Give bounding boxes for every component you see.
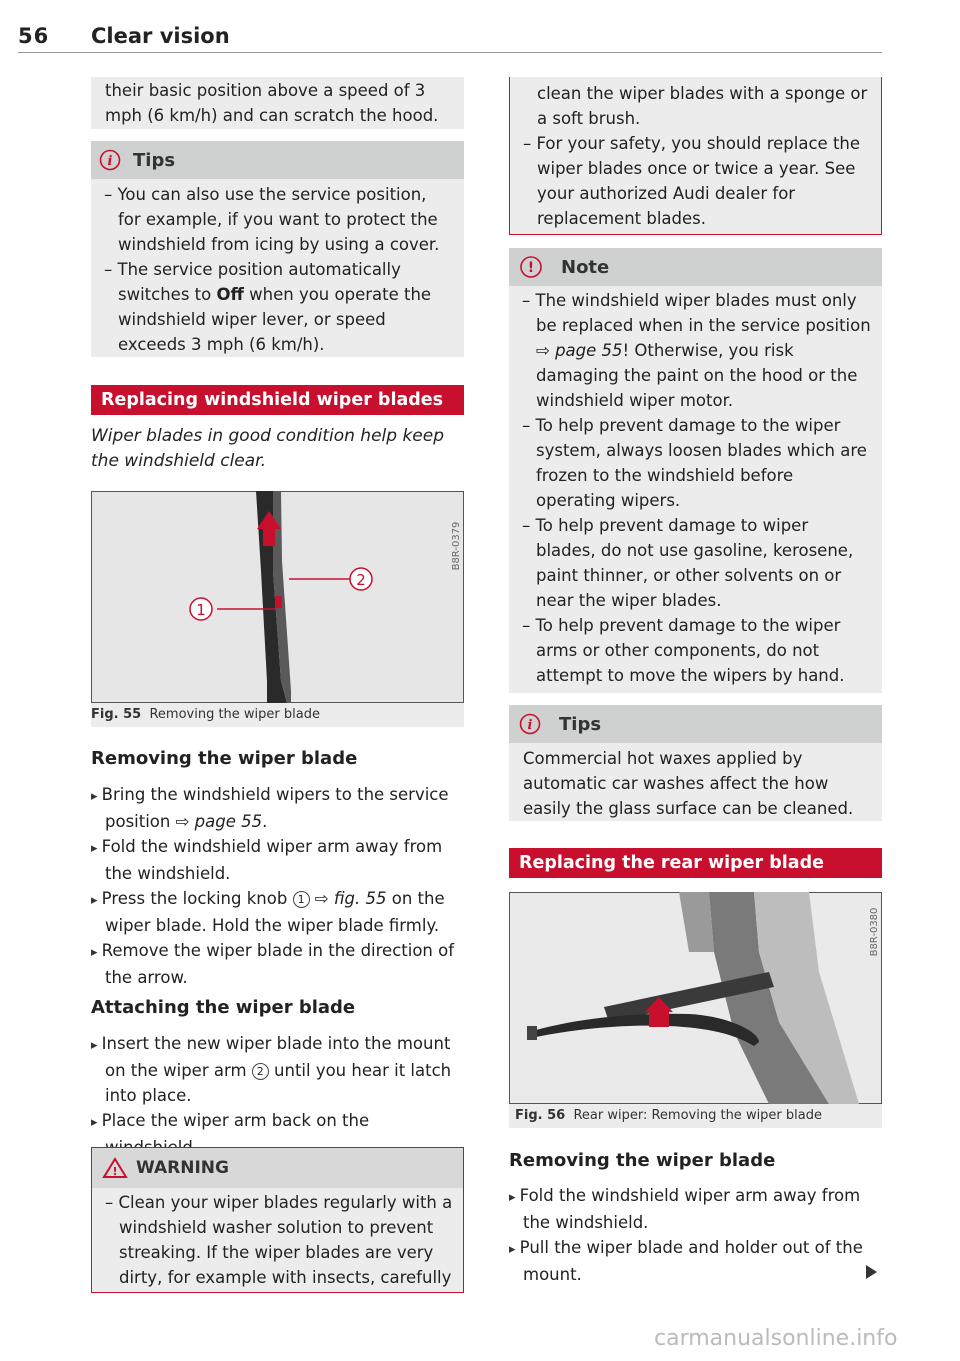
svg-text:i: i — [527, 718, 533, 733]
step: ▸ Pull the wiper blade and holder out of the mount. — [509, 1235, 882, 1287]
tips-title: Tips — [559, 713, 602, 735]
continue-arrow-icon — [866, 1265, 877, 1279]
warning-header — [92, 1148, 463, 1188]
wiper-blade-illustration — [91, 491, 464, 703]
step: ▸ Press the locking knob 1 ⇨ fig. 55 on the wiper blade. Hold the wiper blade firmly. — [91, 886, 464, 938]
intro-block — [91, 77, 464, 129]
figure-code: B8R-0379 — [451, 521, 462, 571]
tips-header — [509, 705, 882, 743]
tips-item: – The service position automatically switches to Off when you operate the windshield wiper lever, or speed exceeds 3 mph (6 km/h). — [91, 257, 452, 357]
section-title-rear-wiper: Replacing the rear wiper blade — [509, 848, 882, 878]
watermark: carmanualsonline.info — [654, 1326, 898, 1351]
warning-continued-box — [509, 77, 882, 235]
note-item: – The windshield wiper blades must only be replaced when in the service position ⇨ page 55! Otherwise, you risk damaging the paint on the hood or the windshield wiper motor. — [509, 288, 872, 413]
note-item: – To help prevent damage to the wiper system, always loosen blades which are frozen to the windshield before operating wipers. — [509, 413, 872, 513]
step: ▸ Fold the windshield wiper arm away from the windshield. — [509, 1183, 882, 1235]
removing-title-rear: Removing the wiper blade — [509, 1150, 776, 1171]
svg-text:!: ! — [112, 1165, 118, 1178]
note-title: Note — [561, 256, 610, 278]
tips-box — [91, 141, 464, 357]
step: ▸ Remove the wiper blade in the direction of the arrow. — [91, 938, 464, 990]
section-title-replacing-windshield: Replacing windshield wiper blades — [91, 385, 464, 415]
note-header — [509, 248, 882, 286]
intro-text: their basic position above a speed of 3 mph (6 km/h) and can scratch the hood. — [105, 81, 439, 125]
svg-text:i: i — [107, 154, 113, 169]
warning-cont-text: clean the wiper blades with a sponge or a soft brush. — [537, 84, 868, 128]
attaching-title: Attaching the wiper blade — [91, 997, 356, 1018]
step: ▸ Fold the windshield wiper arm away from the windshield. — [91, 834, 464, 886]
tips-box-2 — [509, 705, 882, 821]
step: ▸ Insert the new wiper blade into the mount on the wiper arm 2 until you hear it latch into place. — [91, 1031, 466, 1108]
tips-item: – You can also use the service position, for example, if you want to protect the windshield from icing by using a cover. — [91, 182, 452, 257]
tips-header — [91, 141, 464, 179]
figure-55 — [91, 491, 464, 727]
warning-box — [91, 1147, 464, 1293]
step: ▸ Bring the windshield wipers to the service position ⇨ page 55. — [91, 782, 464, 834]
warning-title: WARNING — [136, 1157, 229, 1178]
callout-1: 1 — [196, 601, 206, 619]
note-item: – To help prevent damage to wiper blades, do not use gasoline, kerosene, paint thinner, or other solvents on or near the wiper blades. — [509, 513, 872, 613]
removing-steps-rear — [509, 1183, 882, 1287]
attaching-steps — [91, 1031, 466, 1160]
note-item: – To help prevent damage to the wiper arms or other components, do not attempt to move the wipers by hand. — [509, 613, 872, 688]
rear-wiper-illustration — [509, 892, 882, 1104]
warning-triangle-icon — [102, 1157, 128, 1179]
warning-item: – For your safety, you should replace the wiper blades once or twice a year. See your authorized Audi dealer for replacement blades. — [510, 131, 871, 231]
warning-item: – Clean your wiper blades regularly with a windshield washer solution to prevent streaking. If the wiper blades are very dirty, for example with insects, carefully — [92, 1190, 453, 1290]
note-exclamation-icon — [519, 255, 543, 279]
section-header-title: Clear vision — [91, 24, 230, 48]
removing-title: Removing the wiper blade — [91, 748, 358, 769]
figure-56 — [509, 892, 882, 1128]
svg-text:!: ! — [527, 260, 535, 276]
note-box — [509, 248, 882, 693]
page-number: 56 — [18, 24, 50, 48]
tips-title: Tips — [133, 149, 176, 171]
info-icon — [519, 713, 541, 735]
figure-caption: Fig. 56 Rear wiper: Removing the wiper blade — [515, 1108, 822, 1123]
section-lead: Wiper blades in good condition help keep the windshield clear. — [91, 426, 445, 471]
tips-text: Commercial hot waxes applied by automatic car washes affect the how easily the glass surface can be cleaned. — [523, 749, 854, 818]
removing-steps — [91, 782, 464, 990]
callout-2: 2 — [356, 571, 366, 589]
info-icon — [99, 149, 121, 171]
figure-caption: Fig. 55 Removing the wiper blade — [91, 707, 320, 722]
figure-code: B8R-0380 — [869, 907, 880, 957]
header-rule — [18, 52, 882, 53]
step: ▸ Place the wiper arm back on the — [91, 1108, 466, 1160]
